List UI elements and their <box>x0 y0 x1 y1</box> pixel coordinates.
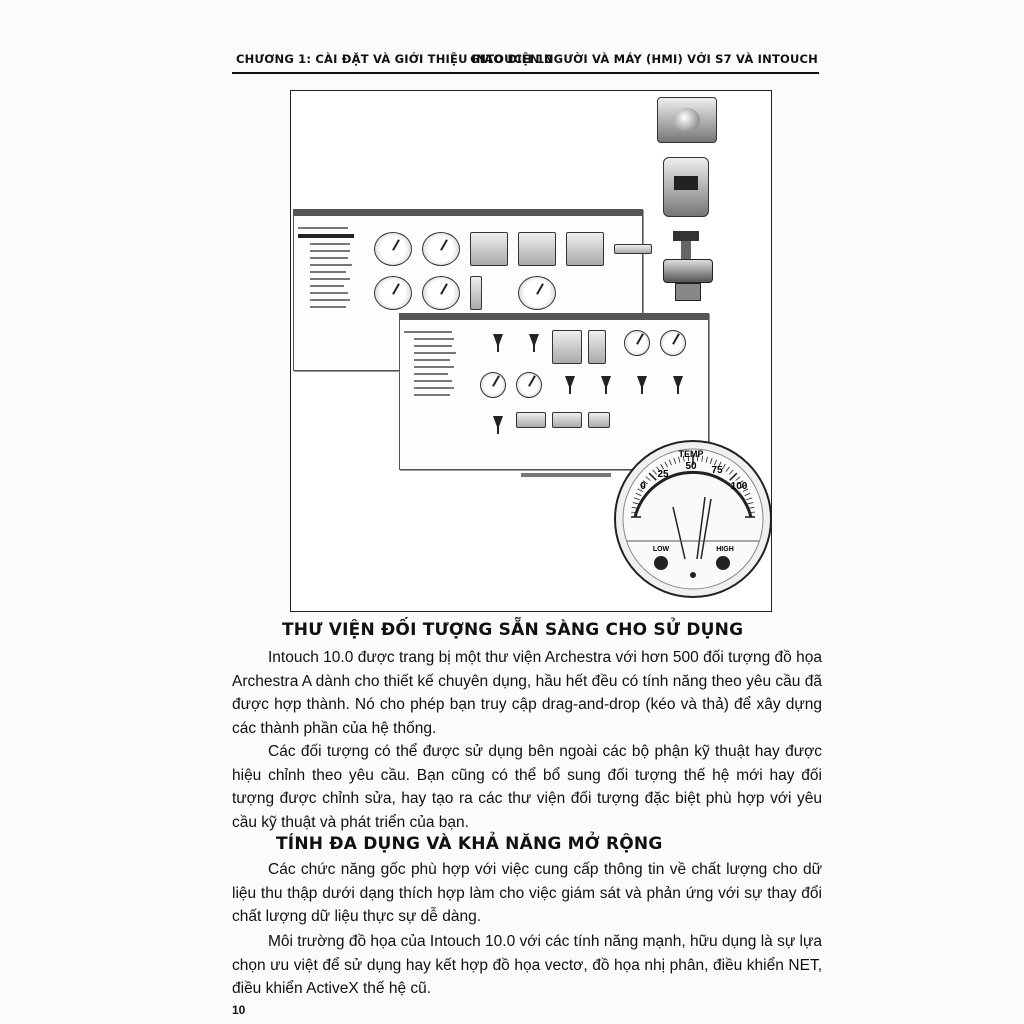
paragraph-versatility-2: Môi trường đồ họa của Intouch 10.0 với các tính năng mạnh, hữu dụng là sự lựa chọn ưu việt để sử dụng hay kết hợp đồ họa vectơ, đồ họa nhị phân, điều khiển NET, điều khiển ActiveX thế hệ cũ. <box>232 933 822 997</box>
gauge-high-knob-icon <box>716 556 730 570</box>
valve-icon <box>660 372 688 404</box>
library-tree <box>298 222 358 313</box>
pump-icon <box>480 372 506 398</box>
gauge-icon <box>374 276 412 310</box>
switch-icon <box>588 330 606 364</box>
gauge-icon <box>422 232 460 266</box>
window-status-strip <box>521 473 611 477</box>
library-tree <box>404 326 464 401</box>
section-heading-versatility: TÍNH ĐA DỤNG VÀ KHẢ NĂNG MỞ RỘNG <box>276 834 663 854</box>
gauge-icon <box>518 276 556 310</box>
header-rule <box>232 72 819 74</box>
pump-icon <box>660 330 686 356</box>
valve-icon <box>480 330 508 362</box>
tree-item <box>310 243 350 245</box>
tree-item <box>310 285 344 287</box>
tree-item <box>310 299 350 301</box>
running-header-right: GIAO DIỆN NGƯỜI VÀ MÁY (HMI) VỚI S7 VÀ INTOUCH <box>470 52 818 66</box>
gauge-title: TEMP <box>678 449 704 459</box>
temp-gauge <box>613 439 773 599</box>
gauge-tick-label-100: 100 <box>730 481 748 492</box>
gauge-tick-label-0: 0 <box>640 481 646 492</box>
tree-item <box>310 306 346 308</box>
tree-item <box>414 380 452 382</box>
gauge-tick-label-50: 50 <box>685 461 697 472</box>
valve-icon <box>588 372 616 404</box>
knob-icon <box>674 108 700 132</box>
gauge-icon <box>422 276 460 310</box>
tree-item <box>310 250 350 252</box>
gauge-low-knob-icon <box>654 556 668 570</box>
tree-item <box>404 331 452 333</box>
tree-item <box>414 338 454 340</box>
paragraph-versatility-1: Các chức năng gốc phù hợp với việc cung cấp thông tin về chất lượng cho dữ liệu thu thập dưới dạng thích hợp làm cho việc giám sát và phản ứng với sự thay đổi chất lượng dữ liệu thực sự dễ dàng. <box>232 861 822 925</box>
tree-item <box>310 278 350 280</box>
icon-grid-back <box>374 232 650 310</box>
meter-icon <box>470 232 508 266</box>
tree-item <box>414 387 454 389</box>
window-titlebar <box>294 210 642 216</box>
valve-icon <box>552 372 580 404</box>
tree-item <box>414 352 456 354</box>
tank-object-icon <box>663 157 709 217</box>
pump-icon <box>516 372 542 398</box>
gauge-tick-label-75: 75 <box>711 465 723 476</box>
tree-item-selected <box>298 234 354 238</box>
tree-item <box>414 394 450 396</box>
valve-icon <box>624 372 652 404</box>
paragraph-library-2: Các đối tượng có thể được sử dụng bên ngoài các bộ phận kỹ thuật hay được hiệu chỉnh theo yêu cầu. Bạn cũng có thể bổ sung đối tượng thế hệ mới hay đối tượng được chỉnh sửa, hay tạo ra các thư viện đối tượng đặc biệt phù hợp với yêu cầu kỹ thuật và phát triển của bạn. <box>232 743 822 831</box>
tree-item <box>414 359 450 361</box>
tree-item <box>414 345 452 347</box>
tree-item <box>310 292 348 294</box>
tree-item <box>298 227 348 229</box>
window-titlebar <box>400 314 708 320</box>
tank-icon <box>588 412 610 428</box>
tank-icon <box>552 412 582 428</box>
gauge-low-label: LOW <box>652 546 670 553</box>
gauge-high-label: HIGH <box>716 546 734 553</box>
pump-icon <box>624 330 650 356</box>
tree-item <box>310 271 346 273</box>
bar-indicator-icon <box>470 276 482 310</box>
page-number: 10 <box>232 1003 246 1017</box>
tree-item <box>414 373 448 375</box>
slider-icon <box>614 244 652 254</box>
valve-icon <box>516 330 544 362</box>
running-header-left: CHƯƠNG 1: CÀI ĐẶT VÀ GIỚI THIỆU INTOUCH 10 <box>236 52 553 66</box>
valve-icon <box>480 412 508 444</box>
gauge-tick-label-25: 25 <box>657 469 669 480</box>
tree-item <box>310 257 348 259</box>
tank-band-icon <box>674 176 698 190</box>
figure-archestra-library <box>290 90 772 612</box>
tree-item <box>310 264 352 266</box>
valve-object-icon <box>663 231 711 301</box>
meter-icon <box>566 232 604 266</box>
knob-object-icon <box>657 97 717 143</box>
gauge-icon <box>374 232 412 266</box>
tank-icon <box>516 412 546 428</box>
section-heading-library: THƯ VIỆN ĐỐI TƯỢNG SẴN SÀNG CHO SỬ DỤNG <box>282 620 744 640</box>
gauge-center-dot-icon <box>690 572 696 578</box>
paragraph-library-1: Intouch 10.0 được trang bị một thư viện Archestra với hơn 500 đối tượng đồ họa Archestra A dành cho thiết kế chuyên dụng, hầu hết đều có tính năng theo yêu cầu đã được hợp thành. Nó cho phép bạn truy cập drag-and-drop (kéo và thả) để xây dựng các thành phần của hệ thống. <box>232 649 822 737</box>
meter-icon <box>518 232 556 266</box>
tree-item <box>414 366 454 368</box>
motor-icon <box>552 330 582 364</box>
icon-grid-front <box>480 330 688 444</box>
